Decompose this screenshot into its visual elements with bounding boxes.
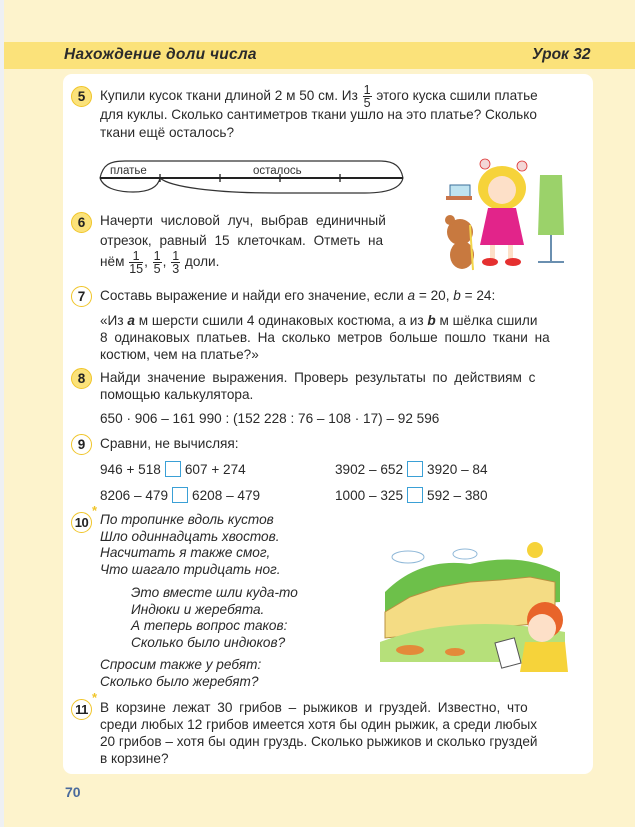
page-number: 70 [65, 784, 81, 800]
variable-a-bold: a [127, 313, 135, 328]
task-6-line-3: нём $\frac{1}{15}$ , $\frac{1}{5}$ , $\frac{1}{3}$ доли. [100, 249, 220, 276]
boy-shirt [520, 642, 568, 672]
task-number-6: 6 [71, 212, 92, 233]
comparison-3 [100, 487, 260, 503]
task-7-text: Составь выражение и найди его значение, если [100, 288, 404, 303]
poem-line: Индюки и жеребята. [131, 601, 265, 617]
comparison-1 [100, 461, 246, 477]
task-6-line-1: Начерти числовой луч, выбрав единичный [100, 213, 386, 228]
segment-diagram [95, 155, 410, 195]
poem-stanza-1 [100, 512, 281, 578]
task-11-line: В корзине лежат 30 грибов – рыжиков и груздей. Известно, что [100, 700, 528, 715]
star-icon: * [92, 690, 98, 705]
label-dress: платье [110, 165, 147, 177]
comparison-right: 6208 – 479 [192, 488, 261, 503]
star-icon: * [92, 503, 98, 518]
bear-ear [445, 215, 455, 225]
task-8-expression: 650 · 906 – 161 990 : (152 228 : 76 – 108 · 17) – 92 596 [100, 411, 440, 426]
doll-leg [508, 245, 513, 260]
doll-and-bear-illustration [440, 150, 575, 275]
fraction-1-3 [171, 250, 180, 275]
task-number-9: 9 [71, 434, 92, 455]
task-7-quote-line-1 [100, 312, 537, 330]
task-8-line-1: Найди значение выражения. Проверь результаты по действиям с [100, 370, 536, 385]
mushroom-icon [445, 648, 465, 656]
task-5-text-b: этого куска сшили платье [376, 88, 538, 104]
compare-answer-box[interactable] [407, 461, 423, 477]
doll-shoe [505, 258, 521, 266]
task-7-quote-line-3: костюм, чем на платье?» [100, 347, 259, 362]
poem-line: Спросим также у ребят: [100, 657, 262, 672]
mushroom-icon [396, 645, 424, 655]
poem-line: По тропинке вдоль кустов [100, 512, 274, 527]
quote-text: м шёлка сшили [439, 313, 538, 328]
poem-line: Сколько было индюков? [131, 634, 286, 650]
poem-line: Что шагало тридцать ног. [100, 561, 281, 577]
fraction-denominator: 3 [172, 262, 180, 276]
fraction-denominator: 5 [363, 96, 371, 110]
task-number-11: 11 [71, 699, 92, 720]
comparison-right: 592 – 380 [427, 488, 488, 503]
lesson-number: Урок 32 [532, 46, 591, 63]
task-number-7: 7 [71, 286, 92, 307]
poem-line: Насчитать я также смог, [100, 545, 271, 560]
boy-face [528, 614, 556, 642]
sun-icon [527, 542, 543, 558]
variable-a: a [407, 288, 416, 303]
fraction-1-5 [153, 250, 162, 275]
task-11-line: в корзине? [100, 751, 169, 766]
task-11-line: 20 грибов – хотя бы один груздь. Сколько рыжиков и сколько груздей [100, 734, 538, 749]
task-9-line-1: Сравни, не вычисляя: [100, 436, 239, 451]
task-6-line-2: отрезок, равный 15 клеточкам. Отметь на [100, 233, 384, 248]
label-remaining: осталось [253, 165, 302, 177]
sewing-machine-icon [450, 185, 470, 197]
compare-answer-box[interactable] [165, 461, 181, 477]
task-6-prefix: нём [100, 254, 125, 270]
cloud-icon [453, 549, 477, 559]
value-b: = 24: [464, 288, 496, 303]
quote-text: «Из [100, 313, 124, 328]
variable-b-bold: b [427, 313, 436, 328]
task-number-8: 8 [71, 368, 92, 389]
value-a: = 20, [418, 288, 450, 303]
compare-answer-box[interactable] [172, 487, 188, 503]
compare-answer-box[interactable] [407, 487, 423, 503]
task-5-text-a: Купили кусок ткани длиной 2 м 50 см. Из [100, 88, 358, 104]
cloud-icon [392, 551, 424, 563]
task-11-text [100, 699, 538, 767]
topic-title: Нахождение доли числа [64, 46, 257, 63]
task-8-line-2: помощью калькулятора. [100, 387, 254, 402]
poem-line: Сколько было жеребят? [100, 673, 259, 689]
page-edge [0, 0, 4, 827]
task-7-line-1 [100, 287, 495, 305]
doll-dress [480, 208, 524, 245]
task-number-5: 5 [71, 86, 92, 107]
task-7-quote-line-2: 8 одинаковых платьев. На сколько метров больше пошло ткани на [100, 330, 550, 345]
brace-bottom-rest [160, 178, 403, 193]
lesson-header [4, 42, 635, 69]
fraction-denominator: 5 [153, 262, 161, 276]
doll-shoe [482, 258, 498, 266]
task-number-10: 10 [71, 512, 92, 533]
fraction-numerator: 1 [153, 249, 161, 263]
comparison-left: 3902 – 652 [335, 462, 404, 477]
comparison-left: 1000 – 325 [335, 488, 404, 503]
poem-line: А теперь вопрос таков: [131, 618, 288, 633]
jacket-on-stand [538, 175, 564, 235]
poem-line: Шло одиннадцать хвостов. [100, 528, 280, 544]
fraction-1-15 [129, 250, 143, 275]
task-11-line: среди любых 12 грибов имеется хотя бы один рыжик, а среди любых [100, 717, 538, 732]
quote-text: м шерсти сшили 4 одинаковых костюма, а из [138, 313, 424, 328]
comparison-right: 607 + 274 [184, 462, 246, 477]
doll-leg [490, 245, 495, 260]
comparison-left: 8206 – 479 [100, 488, 169, 503]
task-6-suffix: доли. [184, 254, 220, 270]
comparison-2 [335, 461, 488, 477]
fence-and-boy-illustration [370, 542, 575, 677]
doll-bow-icon [480, 159, 490, 169]
fraction-numerator: 1 [129, 250, 143, 263]
doll-bow-icon [517, 161, 527, 171]
brace-bottom-dress [100, 178, 160, 192]
poem-line: Это вместе шли куда-то [131, 585, 298, 600]
comparison-right: 3920 – 84 [427, 462, 488, 477]
fraction-numerator: 1 [172, 249, 180, 263]
poem-stanza-3 [100, 657, 261, 690]
sewing-table-icon [446, 196, 472, 200]
doll-face [488, 176, 516, 204]
comparison-4 [335, 487, 488, 503]
comparison-left: 946 + 518 [100, 462, 161, 477]
fraction-numerator: 1 [363, 83, 371, 97]
fraction-denominator: 15 [129, 262, 144, 276]
task-5-line-3: ткани ещё осталось? [100, 125, 235, 140]
variable-b: b [453, 288, 461, 303]
poem-stanza-2 [131, 585, 298, 651]
task-5-line-2: для куклы. Сколько сантиметров ткани ушло на это платье? Сколько [100, 107, 537, 122]
